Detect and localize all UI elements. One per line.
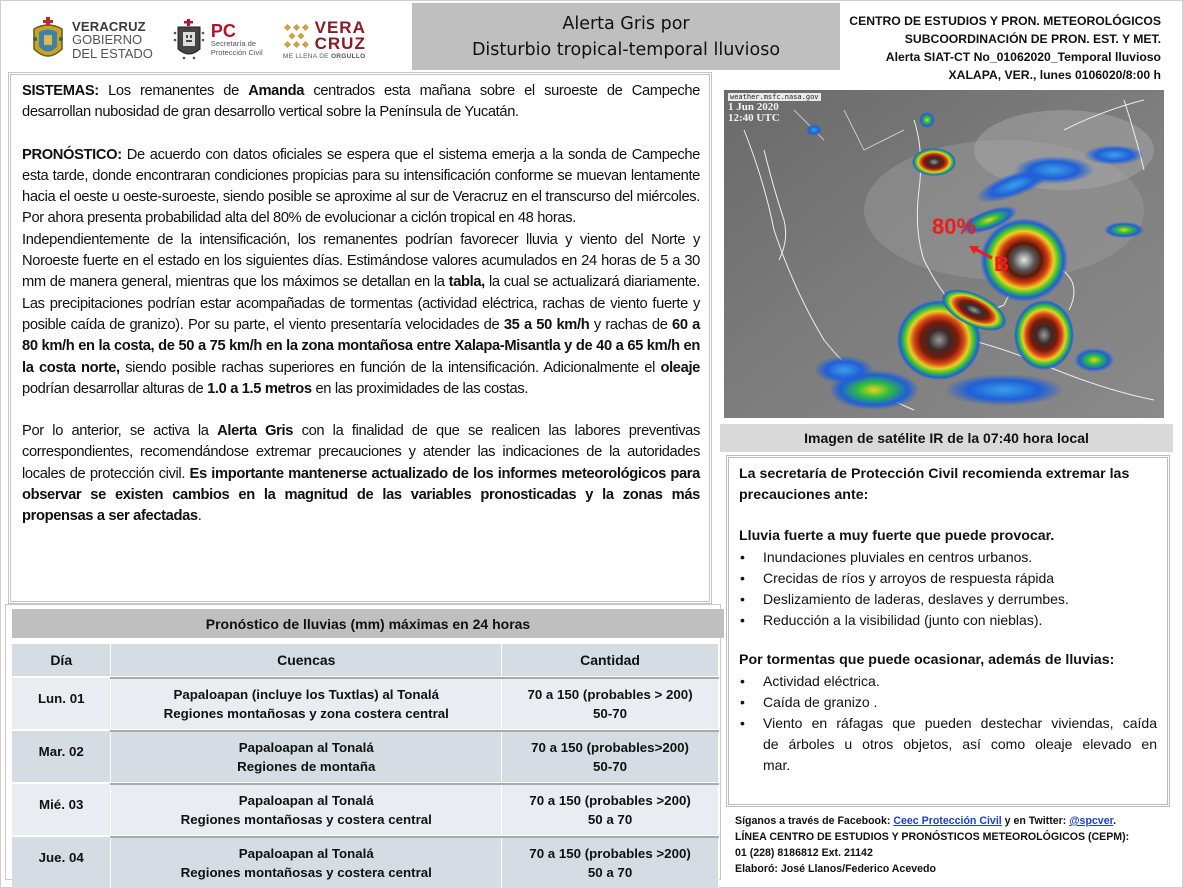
satellite-credit: weather.msfc.nasa.gov [730, 93, 819, 101]
footer-contact [735, 813, 1175, 877]
header-cantidad: Cantidad [502, 644, 719, 676]
cell-cantidad: 70 a 150 (probables >200) 50 a 70 [502, 837, 719, 888]
paragraph-sistemas: SISTEMAS: Los remanentes de Amanda centrados esta mañana sobre el suroeste de Campeche desarrollan nubosidad de gran desarrollo vertical sobre la Península de Yucatán. [22, 83, 700, 121]
brand-pattern-icon [283, 23, 311, 49]
cell-cantidad: 70 a 150 (probables >200) 50 a 70 [502, 784, 719, 835]
phone-line: 01 (228) 8186812 Ext. 21142 [735, 847, 873, 859]
list-item: • Crecidas de ríos y arroyos de respuesta rápida [739, 568, 1157, 589]
rain-table-title: Pronóstico de lluvias (mm) máximas en 24 horas [12, 609, 724, 638]
list-item: • Reducción a la visibilidad (junto con nieblas). [739, 610, 1157, 631]
rain-forecast-table [12, 644, 719, 888]
paragraph-pronostico: PRONÓSTICO: De acuerdo con datos oficiales se espera que el sistema emerja a la sonda de Campeche esta tarde, donde encontraran condiciones propicias para su intensificación conforme se muevan lentamente hacia el oeste u oeste-suroeste, siendo posible se aproxime al sur de Veracruz en el transcurso del miércoles. Por ahora presenta probabilidad alta del 80% de evolucionar a ciclón tropical en 48 horas. [22, 146, 700, 227]
cell-cuencas: Papaloapan al Tonalá Regiones de montaña [111, 731, 502, 782]
cepm-line: LÍNEA CENTRO DE ESTUDIOS Y PRONÓSTICOS METEOROLÓGICOS (CEPM): [735, 831, 1130, 843]
alert-title-box [412, 3, 840, 70]
list-item: • Inundaciones pluviales en centros urbanos. [739, 547, 1157, 568]
storm-effects-list [739, 671, 1157, 776]
header-logos [30, 10, 410, 70]
header-cuencas: Cuencas [111, 644, 502, 676]
logo-veracruz-brand [283, 20, 366, 60]
logo-gobierno-line1: VERACRUZ [72, 18, 146, 34]
alert-title-line1: Alerta Gris por [562, 13, 690, 34]
probability-label: 80% [932, 214, 977, 239]
rain-forecast-section [5, 604, 721, 880]
header-info-line3: Alerta SIAT-CT No_01062020_Temporal lluvioso [885, 50, 1161, 64]
logo-brand-tagline: ME LLENA DE ORGULLO [282, 52, 366, 60]
recommendations-box [726, 455, 1170, 807]
arrow-icon [968, 245, 994, 261]
logo-pc-title: PC [210, 21, 236, 42]
header-dia: Día [12, 644, 111, 676]
header-info-line4: XALAPA, VER., lunes 0106020/8:00 h [948, 68, 1161, 82]
logo-gobierno-veracruz [30, 17, 153, 63]
cell-dia: Mié. 03 [12, 784, 111, 835]
table-row [12, 731, 719, 782]
logo-gobierno-line2: GOBIERNO [72, 32, 143, 48]
rain-effects-heading: Lluvia fuerte a muy fuerte que puede provocar. [739, 528, 1055, 544]
logo-pc-sub2: Protección Civil [210, 48, 263, 57]
header-info-line2: SUBCOORDINACIÓN DE PRON. EST. Y MET. [904, 32, 1161, 46]
cell-cuencas: Papaloapan al Tonalá Regiones montañosas y costera central [111, 837, 502, 888]
author-line: Elaboró: José Llanos/Federico Acevedo [735, 863, 936, 875]
logo-brand-name1: VERA [314, 18, 366, 38]
satellite-timestamp: 1 Jun 2020 12:40 UTC [728, 101, 780, 124]
list-item: • Deslizamiento de laderas, deslaves y derrumbes. [739, 589, 1157, 610]
paragraph-detalle: Independientemente de la intensificación, los remanentes podrían favorecer lluvia y viento del Norte y Noroeste fuerte en el estado en los siguientes días. Estimándose valores acumulados en 24 horas de 5 a 30 mm de manera general, mientras que los máximos se detallan en la tabla, la cual se actualizará diariamente. Las precipitaciones podrían estar acompañadas de tormentas (actividad eléctrica, rachas de viento fuerte y posible caída de granizo). Por su parte, el viento presentaría velocidades de 35 a 50 km/h y rachas de 60 a 80 km/h en la costa, de 50 a 75 km/h en la zona montañosa entre Xalapa-Misantla y de 40 a 65 km/h en la costa norte, siendo posible rachas superiores en función de la intensificación. Adicionalmente el oleaje podrían desarrollar alturas de 1.0 a 1.5 metros en las proximidades de las costas. [22, 231, 701, 397]
logo-gobierno-line3: DEL ESTADO [72, 45, 153, 61]
recommendations-intro: La secretaría de Protección Civil recomienda extremar las precauciones ante: [739, 466, 1130, 503]
social-line: Síganos a través de Facebook: Ceec Protección Civil y en Twitter: @spcver. [735, 815, 1117, 827]
list-item: • Actividad eléctrica. [739, 671, 1157, 692]
pc-shield-icon [173, 19, 205, 61]
cell-cantidad: 70 a 150 (probables>200) 50-70 [502, 731, 719, 782]
satellite-map-graphic [724, 90, 1164, 418]
logo-brand-name2: CRUZ [314, 33, 366, 53]
table-row [12, 837, 719, 888]
header-info-line1: CENTRO DE ESTUDIOS Y PRON. METEOROLÓGICOS [849, 14, 1161, 28]
cell-dia: Mar. 02 [12, 731, 111, 782]
facebook-link[interactable]: Ceec Protección Civil [893, 815, 1002, 827]
storm-effects-heading: Por tormentas que puede ocasionar, además de lluvias: [739, 652, 1115, 668]
cell-dia: Jue. 04 [12, 837, 111, 888]
system-label: B [994, 253, 1010, 276]
cell-cuencas: Papaloapan (incluye los Tuxtlas) al Tonalá Regiones montañosas y zona costera central [111, 678, 502, 729]
twitter-link[interactable]: @spcver [1069, 815, 1114, 827]
list-item: • Viento en ráfagas que pueden destechar viviendas, caída de árboles u otros objetos, así como oleaje elevado en mar. [739, 713, 1157, 776]
table-row [12, 678, 719, 729]
cell-cantidad: 70 a 150 (probables > 200) 50-70 [502, 678, 719, 729]
rain-effects-list [739, 547, 1157, 631]
bulletin-text-box [8, 72, 712, 604]
logo-pc-sub1: Secretaría de [210, 39, 256, 49]
satellite-caption: Imagen de satélite IR de la 07:40 hora local [720, 424, 1173, 452]
alert-title-line2: Disturbio tropical-temporal lluvioso [471, 39, 781, 60]
state-coat-of-arms-icon [30, 17, 66, 63]
header-info [821, 12, 1161, 84]
cell-dia: Lun. 01 [12, 678, 111, 729]
cell-cuencas: Papaloapan al Tonalá Regiones montañosas y costera central [111, 784, 502, 835]
table-row [12, 784, 719, 835]
list-item: • Caída de granizo . [739, 692, 1157, 713]
logo-proteccion-civil [173, 19, 263, 61]
paragraph-conclusion: Por lo anterior, se activa la Alerta Gris con la finalidad de que se realicen las labores preventivas correspondientes, recomendándose extremar precauciones y atender las indicaciones de la autoridades locales de protección civil. Es importante mantenerse actualizado de los informes meteorológicos para observar se existen cambios en la magnitud de las variables pronosticadas y la zonas más propensas a ser afectadas. [22, 423, 700, 525]
satellite-image [724, 90, 1164, 418]
